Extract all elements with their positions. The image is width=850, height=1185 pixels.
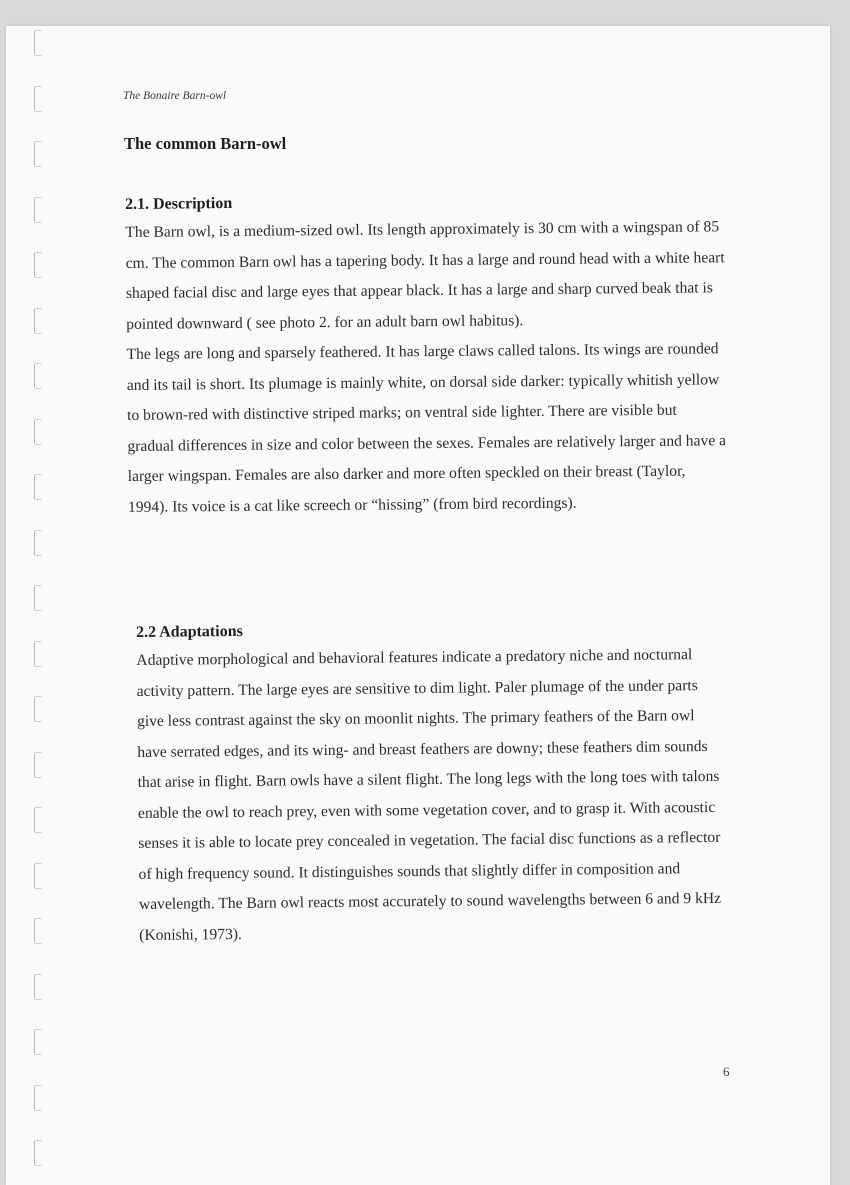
section-description (125, 190, 728, 523)
binding-hole (34, 252, 42, 278)
section-adaptations (136, 618, 729, 951)
binding-hole (34, 30, 42, 56)
binding-hole (34, 141, 42, 167)
binding-hole (34, 474, 42, 500)
document-page (6, 26, 830, 1185)
binding-hole (34, 197, 42, 223)
binding-hole (34, 1085, 42, 1111)
binding-hole (34, 696, 42, 722)
binding-hole (34, 752, 42, 778)
page-heading: The common Barn-owl (124, 134, 287, 153)
section-heading: 2.1. Description (125, 194, 233, 213)
binding-hole (34, 863, 42, 889)
paragraph: The Barn owl, is a medium-sized owl. Its length approximately is 30 cm with a wingspan of 85 cm. The common Barn owl has a tapering body. It has a large and round head with a white heart shaped facial disc and large eyes that appear black. It has a large and sharp curved beak that is pointed downward ( see photo 2. for an adult barn owl habitus). (125, 218, 725, 333)
paragraph: The legs are long and sparsely feathered. It has large claws called talons. Its wings are rounded and its tail is short. Its plumage is mainly white, on dorsal side darker: typically whitish yellow to brown-red with distinctive striped marks; on ventral side lighter. There are visible but gradual differences in size and color between the sexes. Females are relatively larger and have a larger wingspan. Females are also darker and more often speckled on their breast (Taylor, 1994). Its voice is a cat like screech or “hissing” (from bird recordings). (126, 340, 727, 516)
binding-hole (34, 86, 42, 112)
binding-hole (34, 974, 42, 1000)
binding-hole (34, 308, 42, 334)
section-heading: 2.2 Adaptations (136, 622, 243, 641)
binding-holes (26, 26, 50, 1185)
binding-hole (34, 1140, 42, 1166)
running-header: The Bonaire Barn-owl (123, 90, 227, 102)
binding-hole (34, 530, 42, 556)
paragraph: Adaptive morphological and behavioral features indicate a predatory niche and nocturnal activity pattern. The large eyes are sensitive to dim light. Paler plumage of the under parts give less contrast against the sky on moonlit nights. The primary feathers of the Barn owl have serrated edges, and its wing- and breast feathers are downy; these feathers dim sounds that arise in flight. Barn owls have a silent flight. The long legs with the long toes with talons enable the owl to reach prey, even with some vegetation cover, and to grasp it. With acoustic senses it is able to locate prey concealed in vegetation. The facial disc functions as a reflector of high frequency sound. It distinguishes sounds that slightly differ in composition and wavelength. The Barn owl reacts most accurately to sound wavelengths between 6 and 9 kHz (Konishi, 1973). (136, 646, 722, 944)
binding-hole (34, 419, 42, 445)
binding-hole (34, 641, 42, 667)
binding-hole (34, 807, 42, 833)
binding-hole (34, 918, 42, 944)
binding-hole (34, 585, 42, 611)
binding-hole (34, 363, 42, 389)
page-number: 6 (723, 1064, 730, 1079)
binding-hole (34, 1029, 42, 1055)
